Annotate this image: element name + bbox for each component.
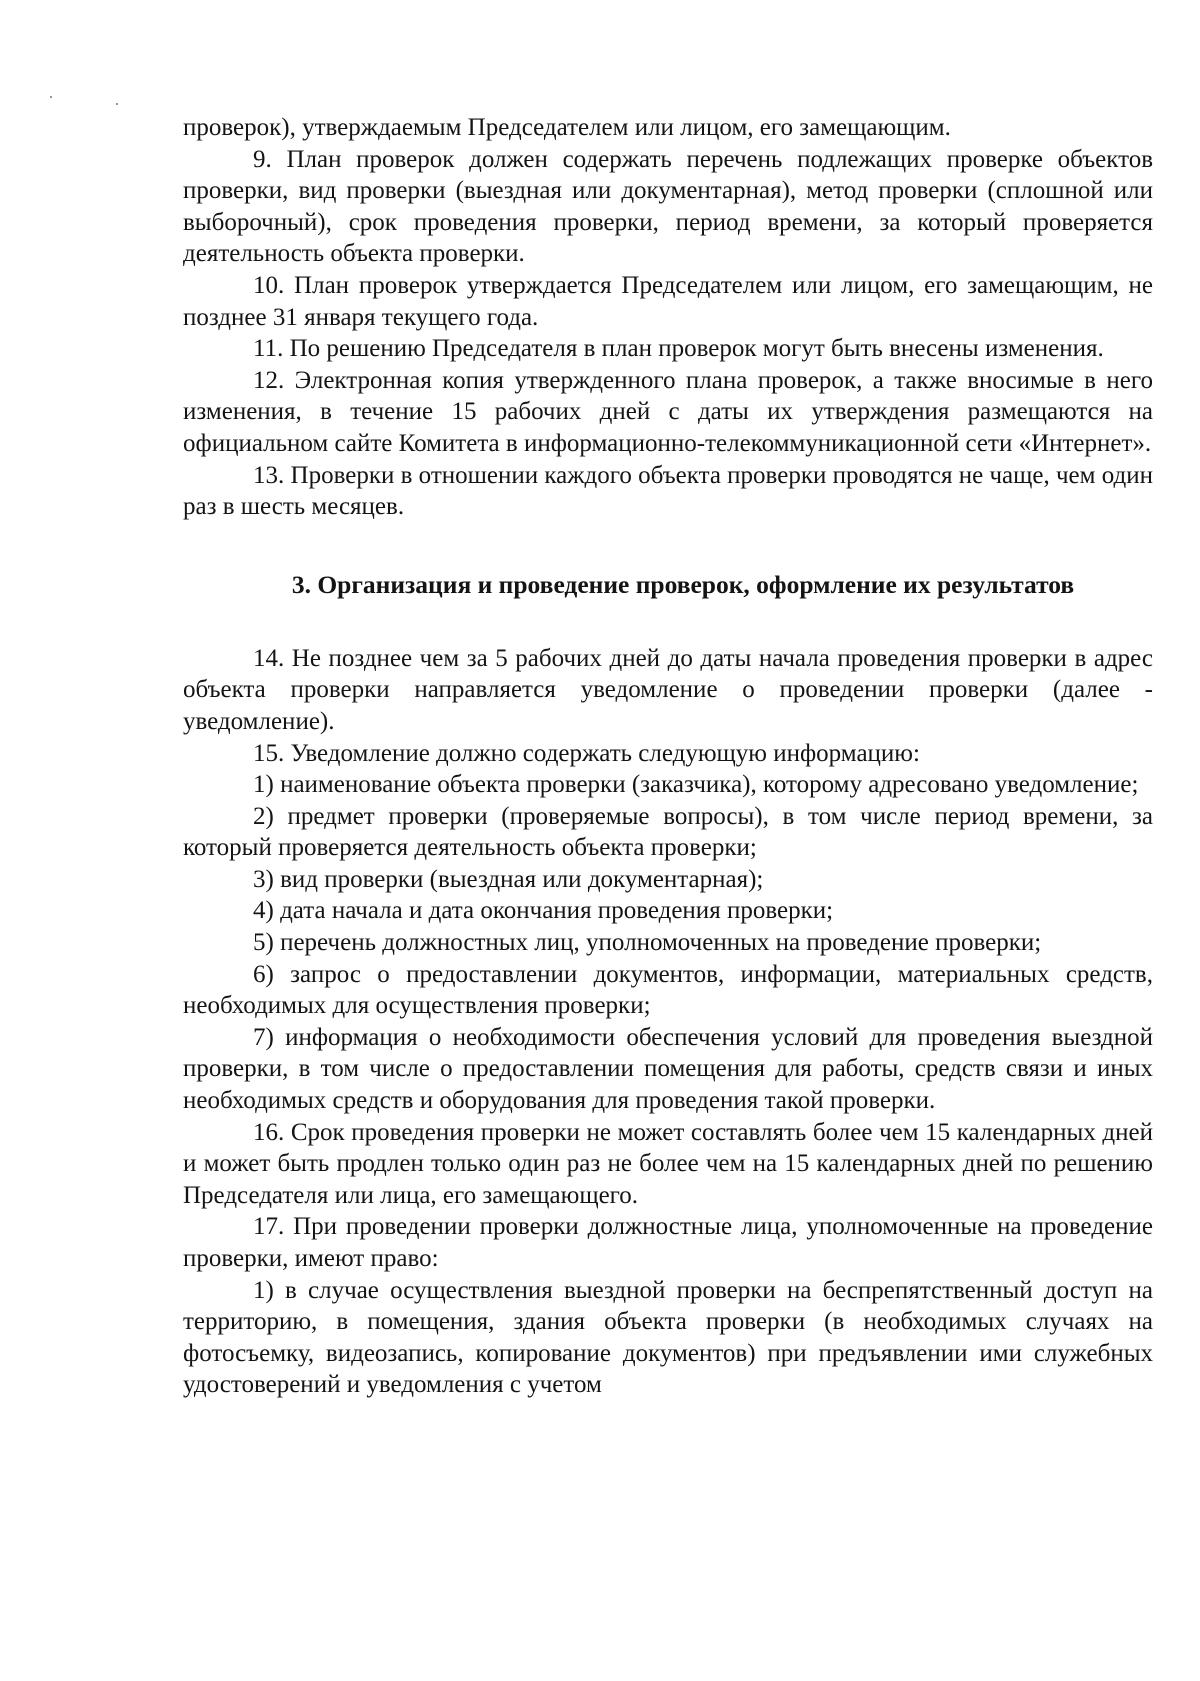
paragraph-9: 9. План проверок должен содержать перечень подлежащих проверке объектов проверки, вид проверки (выездная или документарная), метод проверки (сплошной или выборочный), срок проведения проверки, период времени, за который проверяется деятельность объекта проверки. [183,145,1153,268]
list-item-17-1: 1) в случае осуществления выездной проверки на беспрепятственный доступ на территорию, в помещения, здания объекта проверки (в необходимых случаях на фотосъемку, видеозапись, копирование документов) при предъявлении ими служебных удостоверений и уведомления с учетом [183,1276,1153,1399]
paragraph-12: 12. Электронная копия утвержденного плана проверок, а также вносимые в него изменения, в течение 15 рабочих дней с даты их утверждения размещаются на официальном сайте Комитета в информационно-телекоммуникационной сети «Интернет». [183,366,1153,457]
list-item-15-7: 7) информация о необходимости обеспечения условий для проведения выездной проверки, в том числе о предоставлении помещения для работы, средств связи и иных необходимых средств и оборудования для проведения такой проверки. [183,1023,1153,1115]
list-item-15-2: 2) предмет проверки (проверяемые вопросы), в том числе период времени, за который проверяется деятельность объекта проверки; [183,802,1153,862]
paragraph-13: 13. Проверки в отношении каждого объекта проверки проводятся не чаще, чем один раз в шесть месяцев. [183,461,1153,521]
list-item-15-1: 1) наименование объекта проверки (заказчика), которому адресовано уведомление; [253,771,1139,799]
paragraph-16: 16. Срок проведения проверки не может составлять более чем 15 календарных дней и может быть продлен только один раз не более чем на 15 календарных дней по решению Председателя или лица, его замещающего. [183,1118,1153,1209]
paragraph-17: 17. При проведении проверки должностные лица, уполномоченные на проведение проверки, имеют право: [183,1213,1153,1272]
list-item-15-3: 3) вид проверки (выездная или документарная); [253,865,764,893]
section-heading: 3. Организация и проведение проверок, оформление их результатов [291,569,1075,599]
paragraph-14: 14. Не позднее чем за 5 рабочих дней до даты начала проведения проверки в адрес объекта проверки направляется уведомление о проведении проверки (далее - уведомление). [183,644,1153,735]
paragraph-11: 11. По решению Председателя в план проверок могут быть внесены изменения. [253,335,1104,363]
list-item-15-5: 5) перечень должностных лиц, уполномоченных на проведение проверки; [253,929,1042,957]
list-item-15-6: 6) запрос о предоставлении документов, информации, материальных средств, необходимых для осуществления проверки; [183,960,1153,1020]
list-item-15-4: 4) дата начала и дата окончания проведения проверки; [253,897,834,925]
document-body [183,112,1153,1401]
paragraph-continuation: проверок), утверждаемым Председателем или лицом, его замещающим. [183,114,951,141]
scan-artifact [116,103,118,105]
paragraph-10: 10. План проверок утверждается Председателем или лицом, его замещающим, не позднее 31 января текущего года. [183,271,1153,331]
paragraph-15: 15. Уведомление должно содержать следующую информацию: [253,739,920,767]
scan-artifact [50,96,52,98]
